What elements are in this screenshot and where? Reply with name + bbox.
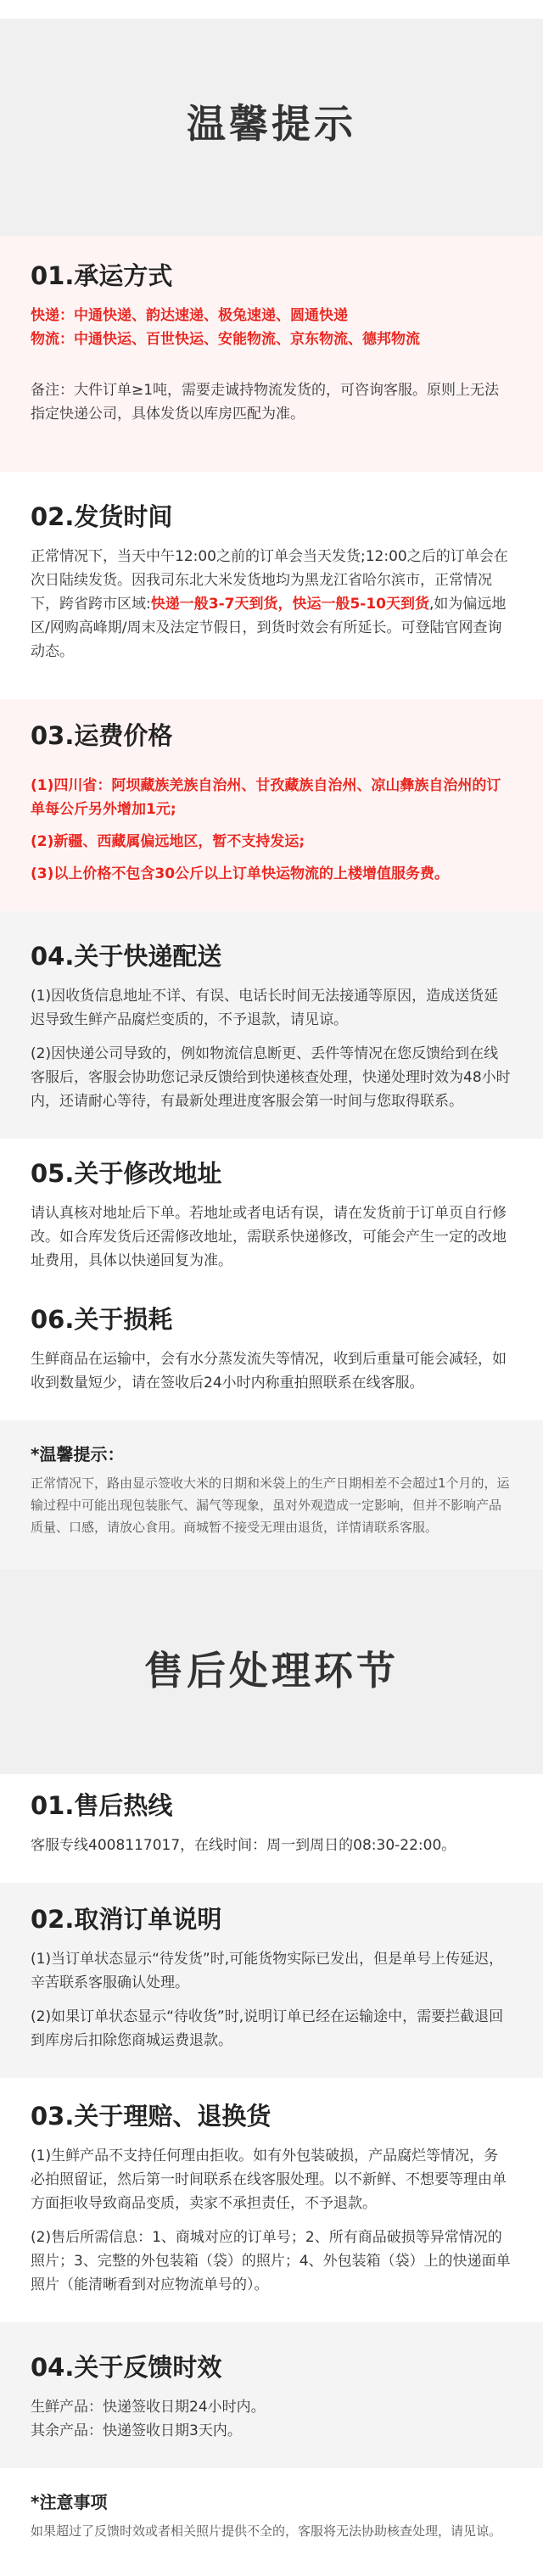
hotline-text: 客服专线4008117017，在线时间：周一到周日的08:30-22:00。 bbox=[31, 1837, 456, 1854]
section-address bbox=[0, 1151, 543, 1298]
note-title: *注意事项 bbox=[31, 2492, 108, 2512]
section-title: 04.关于快递配送 bbox=[31, 942, 222, 971]
warm-tip-note bbox=[0, 1420, 543, 1569]
section-title: 05.关于修改地址 bbox=[31, 1159, 222, 1188]
claims-para: (2)售后所需信息：1、商城对应的订单号；2、所有商品破损等异常情况的照片；3、完整的外包装箱（袋）的照片；4、外包装箱（袋）上的快递面单照片（能清晰看到对应物流单号的）。 bbox=[31, 2229, 511, 2293]
feedback-fresh: 生鲜产品：快递签收日期24小时内。 bbox=[31, 2399, 266, 2416]
section-cancel-order bbox=[0, 1883, 543, 2078]
delivery-para: (2)因快递公司导致的，例如物流信息断更、丢件等情况在您反馈给到在线客服后，客服会协助您记录反馈给到快递核查处理，快递处理时效为48小时内，还请耐心等待，有最新处理进度客服会第一时间与您取得联系。 bbox=[31, 1045, 511, 1110]
section-title: 04.关于反馈时效 bbox=[31, 2353, 222, 2382]
claims-para: (1)生鲜产品不支持任何理由拒收。如有外包装破损，产品腐烂等情况，务必拍照留证，然后第一时间联系在线客服处理。以不新鲜、不想要等理由单方面拒收导致商品变质，卖家不承担责任，不予退款。 bbox=[31, 2148, 507, 2212]
aftersales-title: 售后处理环节 bbox=[144, 1648, 399, 1694]
section-freight bbox=[0, 699, 543, 911]
aftersales-header-band bbox=[0, 1569, 543, 1774]
section-title: 02.发货时间 bbox=[31, 502, 173, 531]
section-delivery bbox=[0, 911, 543, 1139]
section-title: 03.关于理赔、退换货 bbox=[31, 2102, 272, 2131]
section-ship-time bbox=[0, 472, 543, 699]
section-title: 06.关于损耗 bbox=[31, 1305, 173, 1334]
note-text: 正常情况下，路由显示签收大米的日期和米袋上的生产日期相差不会超过1个月的，运输过程中可能出现包装胀气、漏气等现象，虽对外观造成一定影响，但并不影响产品质量、口感，请放心食用。商城暂不接受无理由退货，详情请联系客服。 bbox=[31, 1476, 510, 1535]
freight-item: (3)以上价格不包含30公斤以上订单快运物流的上楼增值服务费。 bbox=[31, 865, 450, 882]
address-para: 请认真核对地址后下单。若地址或者电话有误，请在发货前于订单页自行修改。如合库发货后还需修改地址，需联系快递修改，可能会产生一定的改地址费用，具体以快递回复为准。 bbox=[31, 1205, 507, 1269]
section-title: 01.售后热线 bbox=[31, 1791, 173, 1820]
section-shipping-method bbox=[0, 236, 543, 472]
loss-para: 生鲜商品在运输中，会有水分蒸发流失等情况，收到后重量可能会减轻，如收到数量短少，请在签收后24小时内称重拍照联系在线客服。 bbox=[31, 1351, 507, 1392]
shipping-note: 备注：大件订单≥1吨，需要走诚持物流发货的，可咨询客服。原则上无法指定快递公司，具体发货以库房匹配为准。 bbox=[31, 382, 500, 423]
section-feedback-time bbox=[0, 2322, 543, 2468]
section-title: 01.承运方式 bbox=[31, 261, 173, 290]
note-title: *温馨提示： bbox=[31, 1444, 125, 1464]
express-list: 快递：中通快递、韵达速递、极兔速递、圆通快递 bbox=[31, 307, 348, 324]
feedback-other: 其余产品：快递签收日期3天内。 bbox=[31, 2422, 242, 2439]
delivery-time-highlight: 快递一般3-7天到货，快运一般5-10天到货 bbox=[150, 596, 429, 613]
attention-note bbox=[0, 2468, 543, 2576]
header-band bbox=[0, 0, 543, 236]
logistics-list: 物流：中通快运、百世快运、安能物流、京东物流、德邦物流 bbox=[31, 331, 420, 348]
freight-item: (2)新疆、西藏属偏远地区，暂不支持发运; bbox=[31, 833, 305, 850]
note-text: 如果超过了反馈时效或者相关照片提供不全的，客服将无法协助核查处理，请见谅。 bbox=[31, 2523, 502, 2539]
delivery-para: (1)因收货信息地址不详、有误、电话长时间无法接通等原因，造成送货延迟导致生鲜产品腐烂变质的，不予退款，请见谅。 bbox=[31, 988, 499, 1028]
section-hotline bbox=[0, 1774, 543, 1883]
cancel-para: (2)如果订单状态显示“待收货”时,说明订单已经在运输途中，需要拦截退回到库房后扣除您商城运费退款。 bbox=[31, 2008, 504, 2049]
section-loss bbox=[0, 1298, 543, 1420]
cancel-para: (1)当订单状态显示“待发货”时,可能货物实际已发出，但是单号上传延迟，辛苦联系客服确认处理。 bbox=[31, 1951, 504, 1991]
section-claims bbox=[0, 2078, 543, 2322]
section-title: 03.运费价格 bbox=[31, 721, 173, 750]
section-title: 02.取消订单说明 bbox=[31, 1905, 222, 1934]
ship-time-text: 正常情况下，当天中午12:00之前的订单会当天发货;12:00之后的订单会在次日陆续发货。因我司东北大米发货地均为黑龙江省哈尔滨市，正常情况下，跨省跨市区域:快递一般3-7天到货，快运一般5-10天到货,如为偏远地区/网购高峰期/周末及法定节假日，到货时效会有所延长。可登陆官网查询动态。 bbox=[31, 548, 508, 660]
freight-item: (1)四川省：阿坝藏族羌族自治州、甘孜藏族自治州、凉山彝族自治州的订单每公斤另外增加1元; bbox=[31, 777, 501, 818]
page-title: 温馨提示 bbox=[187, 101, 356, 147]
